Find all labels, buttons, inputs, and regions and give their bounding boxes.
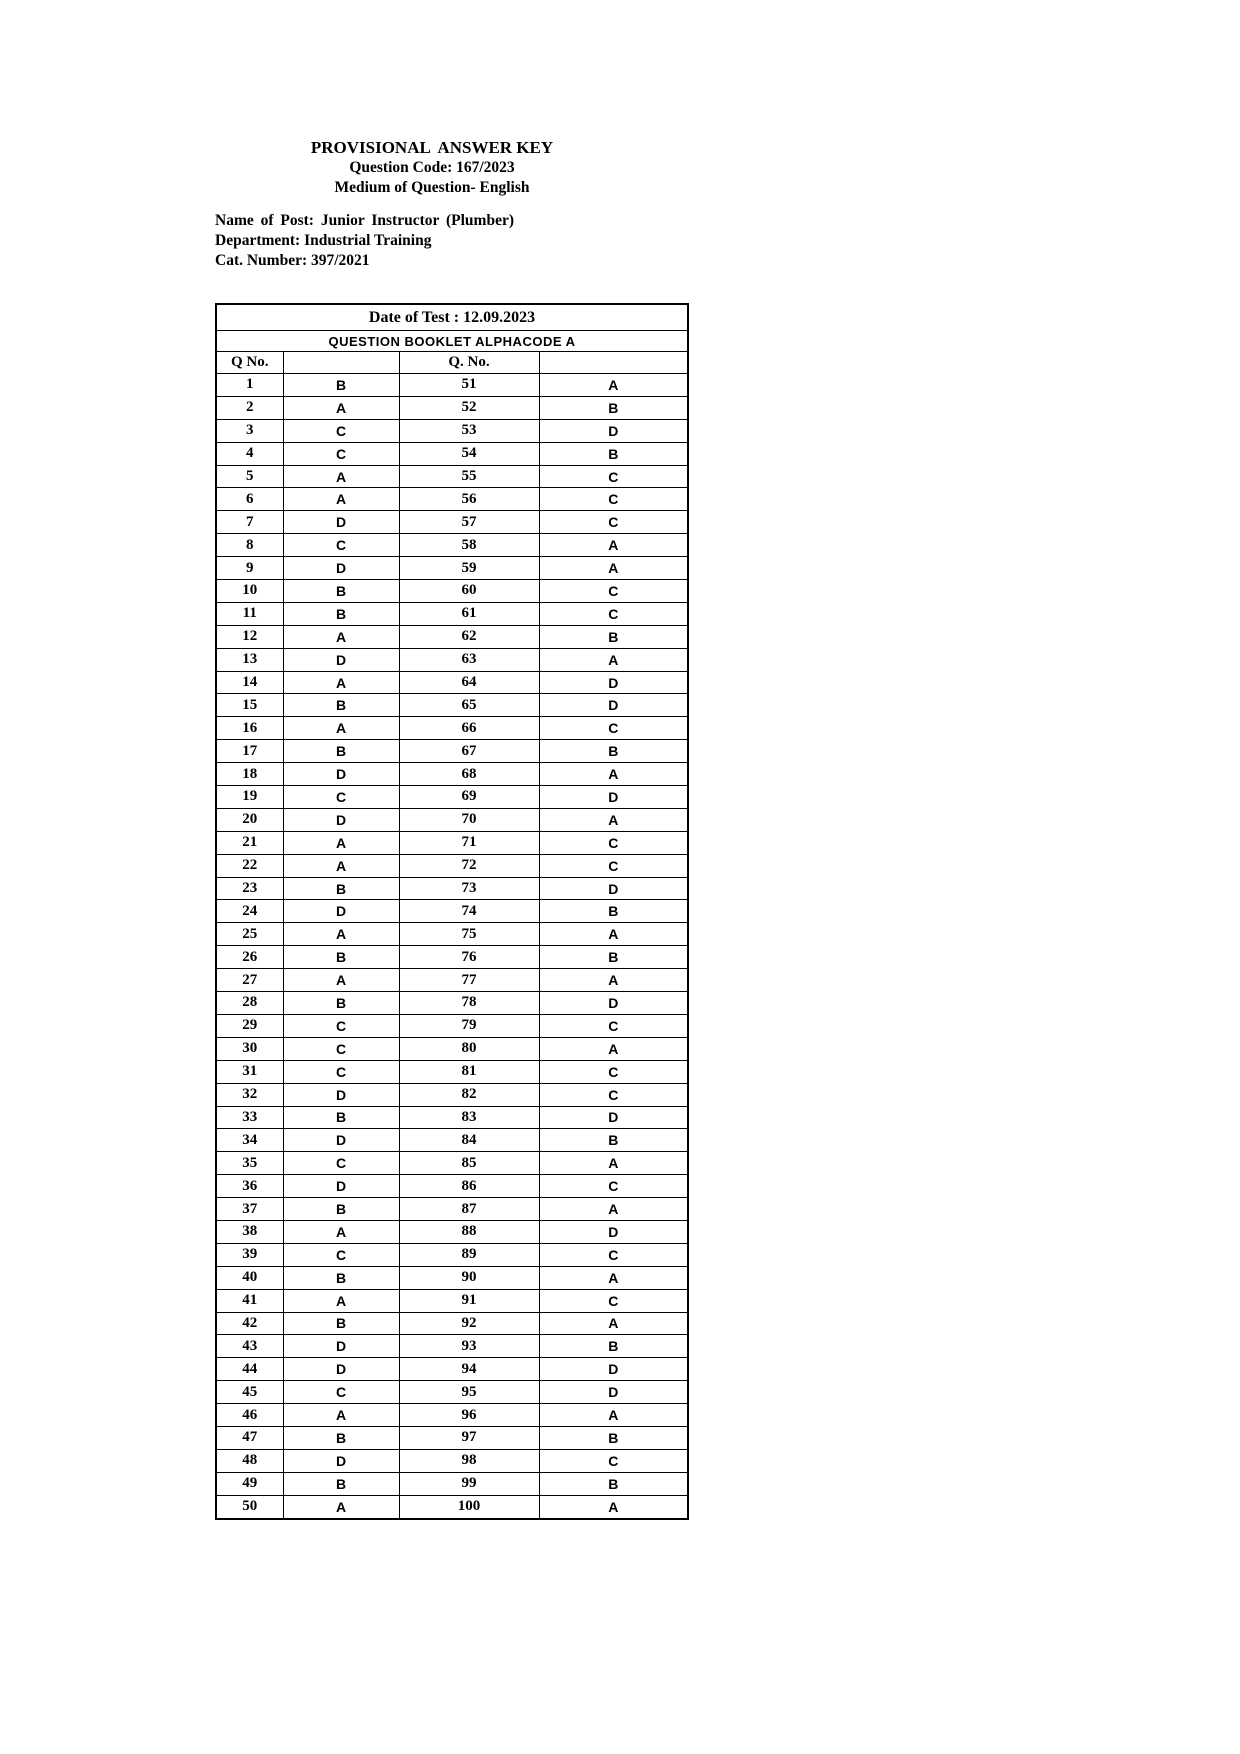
- answer-cell: D: [539, 671, 688, 694]
- question-number-cell: 74: [399, 900, 539, 923]
- answer-table-row: [216, 1449, 688, 1472]
- answer-cell: A: [283, 1289, 399, 1312]
- question-number-cell: 88: [399, 1220, 539, 1243]
- answer-cell: B: [283, 374, 399, 397]
- answer-table-row: [216, 1037, 688, 1060]
- question-number-cell: 60: [399, 580, 539, 603]
- question-number-cell: 10: [216, 580, 283, 603]
- question-number-cell: 14: [216, 671, 283, 694]
- answer-table-row: [216, 419, 688, 442]
- question-number-cell: 23: [216, 877, 283, 900]
- answer-cell: B: [283, 1472, 399, 1495]
- answer-cell: C: [283, 1037, 399, 1060]
- answer-cell: C: [539, 1083, 688, 1106]
- question-number-cell: 67: [399, 740, 539, 763]
- answer-cell: B: [539, 1426, 688, 1449]
- question-number-cell: 61: [399, 602, 539, 625]
- answer-cell: D: [539, 1220, 688, 1243]
- answer-cell: C: [283, 1060, 399, 1083]
- answer-cell: C: [539, 580, 688, 603]
- answer-table-row: [216, 580, 688, 603]
- question-number-cell: 83: [399, 1106, 539, 1129]
- question-number-cell: 95: [399, 1381, 539, 1404]
- answer-cell: C: [283, 419, 399, 442]
- question-number-cell: 5: [216, 465, 283, 488]
- answer-table-row: [216, 534, 688, 557]
- answer-cell: C: [283, 786, 399, 809]
- title-block: [197, 138, 667, 198]
- question-number-cell: 29: [216, 1014, 283, 1037]
- question-number-cell: 76: [399, 946, 539, 969]
- answer-cell: B: [539, 1335, 688, 1358]
- answer-cell: B: [539, 1472, 688, 1495]
- answer-table-row: [216, 1152, 688, 1175]
- answer-cell: B: [539, 900, 688, 923]
- answer-table-row: [216, 717, 688, 740]
- answer-cell: B: [539, 625, 688, 648]
- answer-cell: B: [539, 1129, 688, 1152]
- question-number-cell: 35: [216, 1152, 283, 1175]
- question-number-cell: 37: [216, 1198, 283, 1221]
- answer-table-row: [216, 740, 688, 763]
- answer-table-row: [216, 671, 688, 694]
- col-header-qno-left: Q No.: [216, 352, 283, 374]
- answer-cell: A: [283, 625, 399, 648]
- answer-cell: C: [539, 1289, 688, 1312]
- question-number-cell: 68: [399, 763, 539, 786]
- booklet-alphacode: QUESTION BOOKLET ALPHACODE A: [216, 331, 688, 352]
- answer-cell: D: [283, 1358, 399, 1381]
- answer-table-row: [216, 488, 688, 511]
- question-number-cell: 8: [216, 534, 283, 557]
- answer-cell: D: [539, 1106, 688, 1129]
- answer-cell: A: [283, 1404, 399, 1427]
- question-number-cell: 57: [399, 511, 539, 534]
- answer-cell: B: [283, 877, 399, 900]
- answer-cell: A: [539, 969, 688, 992]
- cat-number: Cat. Number: 397/2021: [215, 252, 370, 269]
- answer-table-row: [216, 1266, 688, 1289]
- answer-cell: B: [283, 1198, 399, 1221]
- answer-table-row: [216, 1106, 688, 1129]
- answer-table-row: [216, 854, 688, 877]
- medium-of-question: Medium of Question- English: [334, 179, 530, 196]
- answer-table-row: [216, 1129, 688, 1152]
- question-number-cell: 22: [216, 854, 283, 877]
- question-number-cell: 97: [399, 1426, 539, 1449]
- question-number-cell: 39: [216, 1243, 283, 1266]
- answer-cell: D: [283, 1335, 399, 1358]
- question-number-cell: 49: [216, 1472, 283, 1495]
- question-number-cell: 75: [399, 923, 539, 946]
- question-number-cell: 51: [399, 374, 539, 397]
- answer-cell: C: [539, 717, 688, 740]
- question-number-cell: 99: [399, 1472, 539, 1495]
- answer-table-row: [216, 1404, 688, 1427]
- question-number-cell: 19: [216, 786, 283, 809]
- answer-table-row: [216, 1381, 688, 1404]
- answer-cell: A: [539, 1198, 688, 1221]
- answer-table-row: [216, 511, 688, 534]
- question-number-cell: 92: [399, 1312, 539, 1335]
- answer-cell: A: [283, 488, 399, 511]
- answer-cell: A: [283, 969, 399, 992]
- answer-table-row: [216, 1289, 688, 1312]
- question-number-cell: 86: [399, 1175, 539, 1198]
- answer-cell: B: [539, 396, 688, 419]
- answer-table-row: [216, 557, 688, 580]
- answer-cell: C: [539, 1060, 688, 1083]
- question-number-cell: 84: [399, 1129, 539, 1152]
- answer-table-row: [216, 374, 688, 397]
- question-number-cell: 4: [216, 442, 283, 465]
- answer-cell: C: [539, 854, 688, 877]
- answer-cell: C: [539, 1449, 688, 1472]
- answer-table-row: [216, 1312, 688, 1335]
- question-number-cell: 40: [216, 1266, 283, 1289]
- question-number-cell: 66: [399, 717, 539, 740]
- question-number-cell: 58: [399, 534, 539, 557]
- answer-cell: B: [283, 1312, 399, 1335]
- answer-cell: C: [539, 831, 688, 854]
- question-number-cell: 43: [216, 1335, 283, 1358]
- answer-cell: B: [283, 580, 399, 603]
- question-number-cell: 28: [216, 992, 283, 1015]
- question-number-cell: 79: [399, 1014, 539, 1037]
- question-number-cell: 94: [399, 1358, 539, 1381]
- question-number-cell: 17: [216, 740, 283, 763]
- answer-table-row: [216, 1060, 688, 1083]
- question-number-cell: 81: [399, 1060, 539, 1083]
- answer-table-row: [216, 1426, 688, 1449]
- answer-table-row: [216, 1495, 688, 1518]
- answer-cell: B: [539, 946, 688, 969]
- question-code: Question Code: 167/2023: [349, 159, 515, 176]
- answer-table-row: [216, 877, 688, 900]
- answer-table-row: [216, 946, 688, 969]
- answer-table-row: [216, 465, 688, 488]
- answer-cell: D: [539, 992, 688, 1015]
- answer-key-table: [215, 303, 689, 1520]
- answer-cell: D: [283, 1449, 399, 1472]
- question-number-cell: 42: [216, 1312, 283, 1335]
- question-number-cell: 33: [216, 1106, 283, 1129]
- question-number-cell: 90: [399, 1266, 539, 1289]
- answer-cell: C: [283, 1381, 399, 1404]
- answer-cell: C: [539, 511, 688, 534]
- answer-cell: A: [283, 854, 399, 877]
- question-number-cell: 85: [399, 1152, 539, 1175]
- answer-cell: C: [539, 602, 688, 625]
- answer-table-row: [216, 786, 688, 809]
- answer-cell: B: [283, 1106, 399, 1129]
- answer-cell: D: [539, 694, 688, 717]
- answer-cell: C: [283, 534, 399, 557]
- question-number-cell: 89: [399, 1243, 539, 1266]
- answer-cell: D: [539, 419, 688, 442]
- question-number-cell: 55: [399, 465, 539, 488]
- answer-cell: C: [283, 442, 399, 465]
- answer-cell: D: [283, 1175, 399, 1198]
- answer-table-row: [216, 900, 688, 923]
- answer-table-row: [216, 992, 688, 1015]
- question-number-cell: 62: [399, 625, 539, 648]
- answer-table-row: [216, 1220, 688, 1243]
- answer-table-row: [216, 1358, 688, 1381]
- answer-cell: D: [283, 900, 399, 923]
- answer-table-row: [216, 923, 688, 946]
- question-number-cell: 65: [399, 694, 539, 717]
- column-header-row: [216, 352, 688, 374]
- question-number-cell: 71: [399, 831, 539, 854]
- question-number-cell: 2: [216, 396, 283, 419]
- answer-cell: A: [539, 1404, 688, 1427]
- question-number-cell: 96: [399, 1404, 539, 1427]
- question-number-cell: 36: [216, 1175, 283, 1198]
- answer-cell: A: [283, 1495, 399, 1518]
- question-number-cell: 16: [216, 717, 283, 740]
- answer-table-row: [216, 625, 688, 648]
- answer-cell: A: [283, 831, 399, 854]
- answer-cell: B: [283, 992, 399, 1015]
- answer-table-row: [216, 831, 688, 854]
- answer-cell: D: [539, 1358, 688, 1381]
- post-info-block: [215, 211, 514, 271]
- answer-table-row: [216, 1243, 688, 1266]
- question-number-cell: 54: [399, 442, 539, 465]
- question-number-cell: 46: [216, 1404, 283, 1427]
- date-of-test: Date of Test : 12.09.2023: [216, 304, 688, 331]
- question-number-cell: 9: [216, 557, 283, 580]
- answer-cell: A: [283, 671, 399, 694]
- question-number-cell: 93: [399, 1335, 539, 1358]
- answer-table-row: [216, 694, 688, 717]
- answer-cell: C: [539, 465, 688, 488]
- answer-cell: A: [539, 763, 688, 786]
- question-number-cell: 91: [399, 1289, 539, 1312]
- answer-cell: D: [283, 648, 399, 671]
- question-number-cell: 80: [399, 1037, 539, 1060]
- question-number-cell: 24: [216, 900, 283, 923]
- answer-cell: A: [539, 1037, 688, 1060]
- answer-cell: D: [283, 1129, 399, 1152]
- question-number-cell: 18: [216, 763, 283, 786]
- question-number-cell: 63: [399, 648, 539, 671]
- question-number-cell: 87: [399, 1198, 539, 1221]
- answer-table-row: [216, 763, 688, 786]
- question-number-cell: 25: [216, 923, 283, 946]
- question-number-cell: 7: [216, 511, 283, 534]
- question-number-cell: 73: [399, 877, 539, 900]
- question-number-cell: 56: [399, 488, 539, 511]
- col-header-qno-right: Q. No.: [399, 352, 539, 374]
- answer-cell: C: [283, 1014, 399, 1037]
- question-number-cell: 100: [399, 1495, 539, 1518]
- answer-cell: D: [539, 877, 688, 900]
- answer-cell: B: [283, 1266, 399, 1289]
- answer-cell: B: [283, 1426, 399, 1449]
- answer-cell: B: [539, 740, 688, 763]
- answer-cell: B: [283, 602, 399, 625]
- answer-cell: A: [539, 1152, 688, 1175]
- answer-cell: C: [539, 1175, 688, 1198]
- col-header-answer-right: [539, 352, 688, 374]
- question-number-cell: 13: [216, 648, 283, 671]
- question-number-cell: 59: [399, 557, 539, 580]
- question-number-cell: 44: [216, 1358, 283, 1381]
- page-title: PROVISIONAL ANSWER KEY: [310, 138, 554, 157]
- answer-table-row: [216, 1083, 688, 1106]
- question-number-cell: 70: [399, 808, 539, 831]
- answer-table-row: [216, 396, 688, 419]
- name-of-post: Name of Post: Junior Instructor (Plumber): [215, 212, 514, 229]
- answer-cell: D: [283, 808, 399, 831]
- answer-table-row: [216, 1335, 688, 1358]
- question-number-cell: 20: [216, 808, 283, 831]
- question-number-cell: 69: [399, 786, 539, 809]
- answer-table-row: [216, 1014, 688, 1037]
- answer-cell: D: [539, 786, 688, 809]
- question-number-cell: 53: [399, 419, 539, 442]
- question-number-cell: 12: [216, 625, 283, 648]
- question-number-cell: 38: [216, 1220, 283, 1243]
- question-number-cell: 26: [216, 946, 283, 969]
- answer-cell: D: [283, 557, 399, 580]
- date-of-test-row: [216, 304, 688, 331]
- answer-rows: [216, 374, 688, 1519]
- answer-cell: A: [283, 396, 399, 419]
- question-number-cell: 72: [399, 854, 539, 877]
- answer-cell: A: [539, 648, 688, 671]
- question-number-cell: 31: [216, 1060, 283, 1083]
- answer-cell: A: [283, 923, 399, 946]
- question-number-cell: 52: [399, 396, 539, 419]
- booklet-alphacode-row: [216, 331, 688, 352]
- question-number-cell: 21: [216, 831, 283, 854]
- answer-cell: B: [539, 442, 688, 465]
- answer-cell: A: [539, 808, 688, 831]
- question-number-cell: 34: [216, 1129, 283, 1152]
- answer-cell: A: [539, 1495, 688, 1518]
- answer-cell: D: [539, 1381, 688, 1404]
- answer-cell: B: [283, 946, 399, 969]
- answer-cell: C: [283, 1152, 399, 1175]
- question-number-cell: 1: [216, 374, 283, 397]
- answer-table-row: [216, 442, 688, 465]
- answer-cell: A: [283, 717, 399, 740]
- question-number-cell: 3: [216, 419, 283, 442]
- answer-cell: C: [539, 1014, 688, 1037]
- question-number-cell: 47: [216, 1426, 283, 1449]
- answer-cell: C: [539, 488, 688, 511]
- question-number-cell: 78: [399, 992, 539, 1015]
- answer-cell: B: [283, 740, 399, 763]
- department: Department: Industrial Training: [215, 232, 432, 249]
- answer-cell: A: [539, 923, 688, 946]
- question-number-cell: 27: [216, 969, 283, 992]
- answer-cell: A: [539, 374, 688, 397]
- answer-cell: A: [539, 1266, 688, 1289]
- answer-cell: C: [283, 1243, 399, 1266]
- question-number-cell: 32: [216, 1083, 283, 1106]
- question-number-cell: 77: [399, 969, 539, 992]
- question-number-cell: 41: [216, 1289, 283, 1312]
- answer-cell: A: [283, 465, 399, 488]
- answer-cell: A: [539, 1312, 688, 1335]
- answer-table-row: [216, 1198, 688, 1221]
- answer-cell: C: [539, 1243, 688, 1266]
- answer-cell: B: [283, 694, 399, 717]
- answer-table-row: [216, 969, 688, 992]
- question-number-cell: 50: [216, 1495, 283, 1518]
- answer-table-row: [216, 1472, 688, 1495]
- answer-cell: A: [539, 534, 688, 557]
- question-number-cell: 30: [216, 1037, 283, 1060]
- question-number-cell: 48: [216, 1449, 283, 1472]
- answer-table-row: [216, 1175, 688, 1198]
- question-number-cell: 98: [399, 1449, 539, 1472]
- question-number-cell: 11: [216, 602, 283, 625]
- answer-table-row: [216, 602, 688, 625]
- answer-table-row: [216, 808, 688, 831]
- answer-table-row: [216, 648, 688, 671]
- question-number-cell: 64: [399, 671, 539, 694]
- question-number-cell: 45: [216, 1381, 283, 1404]
- col-header-answer-left: [283, 352, 399, 374]
- question-number-cell: 6: [216, 488, 283, 511]
- answer-cell: A: [539, 557, 688, 580]
- question-number-cell: 15: [216, 694, 283, 717]
- answer-cell: D: [283, 511, 399, 534]
- answer-cell: A: [283, 1220, 399, 1243]
- question-number-cell: 82: [399, 1083, 539, 1106]
- answer-cell: D: [283, 763, 399, 786]
- answer-cell: D: [283, 1083, 399, 1106]
